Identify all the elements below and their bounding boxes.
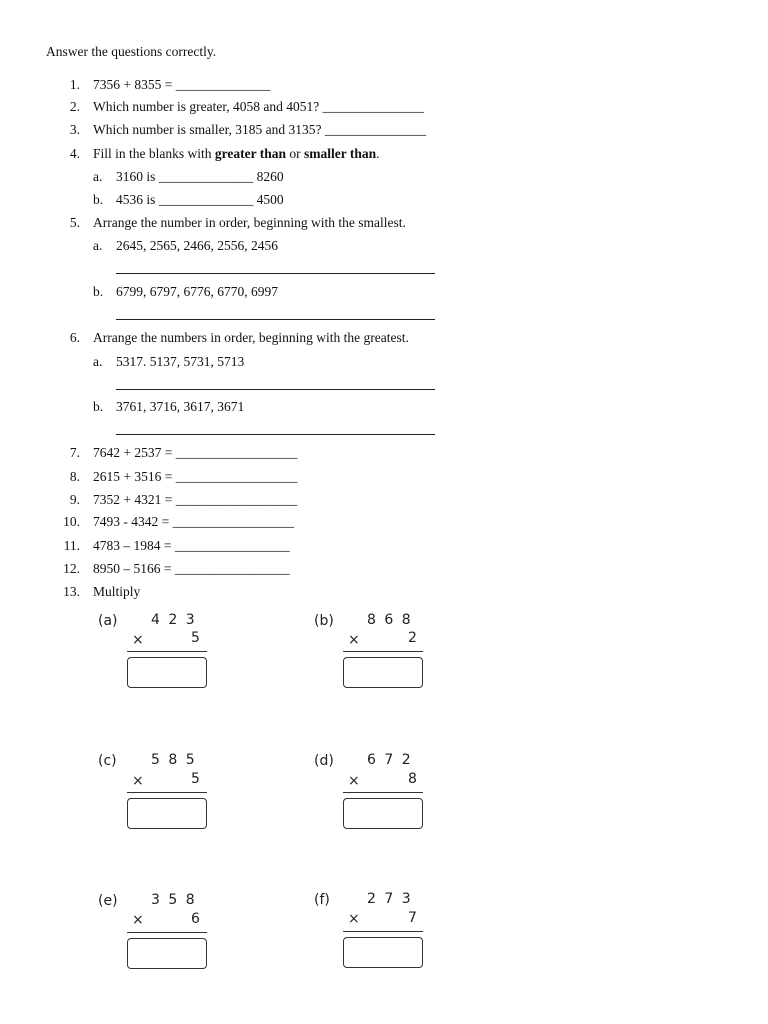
question-3-text: Which number is smaller, 3185 and 3135? _______________: [93, 122, 427, 137]
sub-letter: a.: [93, 169, 103, 184]
question-6-text: Arrange the numbers in order, beginning with the greatest.: [93, 330, 409, 345]
problem-b-bottom: 2: [408, 630, 417, 646]
question-6a-text: 5317. 5137, 5731, 5713: [116, 354, 245, 369]
problem-c-top: 5 8 5: [151, 752, 197, 768]
question-number: 6.: [69, 330, 80, 345]
problem-d-answer-box[interactable]: [343, 798, 423, 829]
problem-a-label: (a): [98, 613, 118, 629]
problem-b-top: 8 6 8: [367, 612, 413, 628]
question-number: 4.: [69, 146, 80, 161]
problem-c-label: (c): [98, 753, 117, 769]
problem-b-label: (b): [314, 613, 334, 629]
sub-letter: b.: [93, 192, 104, 207]
problem-a-sign: ×: [132, 632, 144, 648]
question-7-text: 7642 + 2537 = __________________: [93, 445, 298, 460]
instruction-text: Answer the questions correctly.: [46, 44, 217, 59]
question-number: 12.: [63, 561, 80, 576]
question-4a-text: 3160 is ______________ 8260: [116, 169, 284, 184]
question-13-text: Multiply: [93, 584, 141, 599]
q4-text-part: .: [376, 146, 380, 161]
problem-d-bottom: 8: [408, 771, 417, 787]
question-number: 11.: [63, 538, 80, 553]
sub-letter: a.: [93, 238, 103, 253]
answer-line: [116, 319, 435, 320]
question-12-text: 8950 – 5166 = _________________: [93, 561, 290, 576]
question-8-text: 2615 + 3516 = __________________: [93, 469, 298, 484]
question-number: 1.: [69, 77, 80, 92]
question-number: 7.: [69, 445, 80, 460]
question-11-text: 4783 – 1984 = _________________: [93, 538, 290, 553]
question-6b-text: 3761, 3716, 3617, 3671: [116, 399, 245, 414]
problem-a-top: 4 2 3: [151, 612, 197, 628]
problem-e-sign: ×: [132, 912, 144, 928]
problem-a-rule: [127, 651, 207, 652]
problem-c-sign: ×: [132, 773, 144, 789]
problem-f-bottom: 7: [408, 910, 417, 926]
problem-e-top: 3 5 8: [151, 892, 197, 908]
question-number: 3.: [69, 122, 80, 137]
question-5a-text: 2645, 2565, 2466, 2556, 2456: [116, 238, 278, 253]
answer-line: [116, 389, 435, 390]
question-2-text: Which number is greater, 4058 and 4051? _______________: [93, 99, 424, 114]
problem-d-top: 6 7 2: [367, 752, 413, 768]
problem-c-bottom: 5: [191, 771, 200, 787]
problem-f-top: 2 7 3: [367, 891, 413, 907]
problem-f-label: (f): [314, 892, 330, 908]
problem-e-label: (e): [98, 893, 118, 909]
problem-e-answer-box[interactable]: [127, 938, 207, 969]
problem-a-answer-box[interactable]: [127, 657, 207, 688]
sub-letter: a.: [93, 354, 103, 369]
problem-c-rule: [127, 792, 207, 793]
question-1-text: 7356 + 8355 = ______________: [93, 77, 271, 92]
question-4-text: [93, 146, 380, 162]
problem-d-sign: ×: [348, 773, 360, 789]
question-number: 10.: [63, 514, 80, 529]
problem-e-bottom: 6: [191, 911, 200, 927]
question-number: 2.: [69, 99, 80, 114]
question-5-text: Arrange the number in order, beginning with the smallest.: [93, 215, 406, 230]
question-5b-text: 6799, 6797, 6776, 6770, 6997: [116, 284, 278, 299]
problem-a-bottom: 5: [191, 630, 200, 646]
q4-text-part: or: [286, 146, 305, 161]
question-number: 5.: [69, 215, 80, 230]
question-4b-text: 4536 is ______________ 4500: [116, 192, 284, 207]
answer-line: [116, 273, 435, 274]
question-number: 13.: [63, 584, 80, 599]
problem-b-answer-box[interactable]: [343, 657, 423, 688]
problem-f-rule: [343, 931, 423, 932]
question-10-text: 7493 - 4342 = __________________: [93, 514, 295, 529]
problem-e-rule: [127, 932, 207, 933]
sub-letter: b.: [93, 284, 104, 299]
problem-b-rule: [343, 651, 423, 652]
question-9-text: 7352 + 4321 = __________________: [93, 492, 298, 507]
question-number: 9.: [69, 492, 80, 507]
sub-letter: b.: [93, 399, 104, 414]
problem-d-label: (d): [314, 753, 334, 769]
answer-line: [116, 434, 435, 435]
q4-smaller-than: smaller than: [304, 146, 377, 161]
problem-f-answer-box[interactable]: [343, 937, 423, 968]
q4-text-part: Fill in the blanks with: [93, 146, 215, 161]
question-number: 8.: [69, 469, 80, 484]
problem-f-sign: ×: [348, 911, 360, 927]
problem-b-sign: ×: [348, 632, 360, 648]
problem-d-rule: [343, 792, 423, 793]
q4-greater-than: greater than: [214, 146, 287, 161]
problem-c-answer-box[interactable]: [127, 798, 207, 829]
